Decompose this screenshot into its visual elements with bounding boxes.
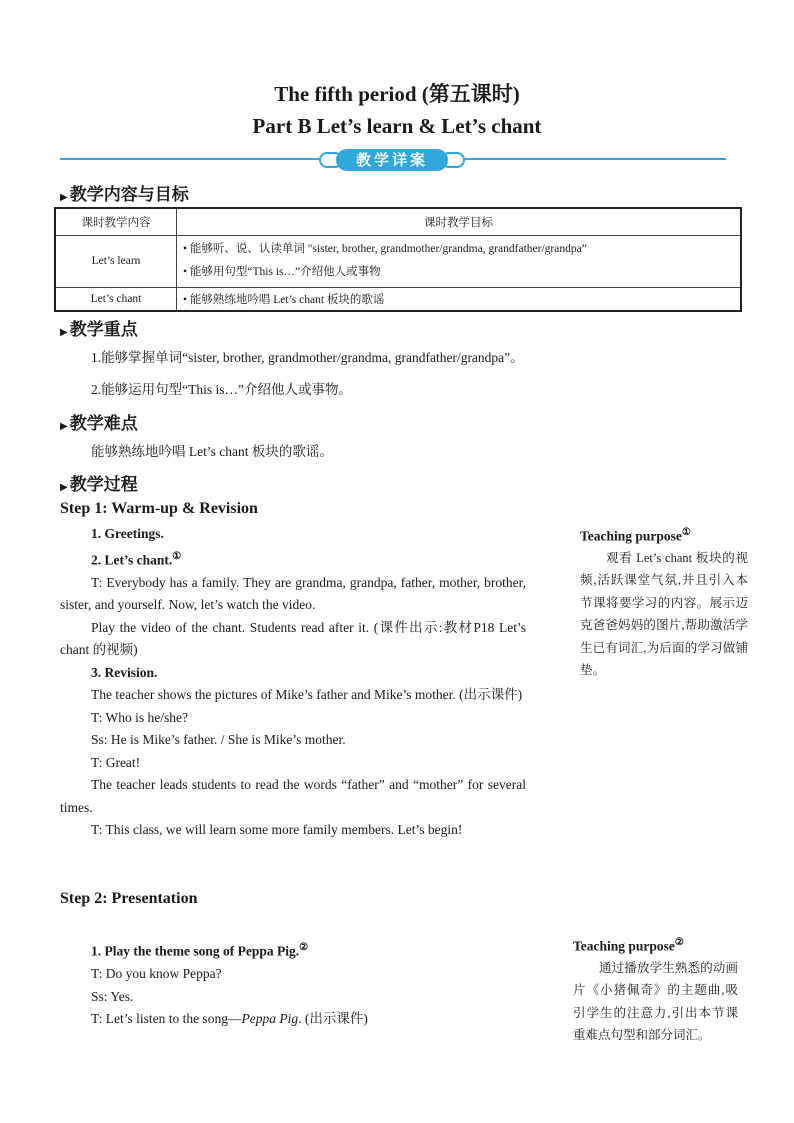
page-title: The fifth period (第五课时) bbox=[274, 82, 520, 106]
key-point-1: 1.能够掌握单词“sister, brother, grandmother/grandma, grandfather/grandpa”。 bbox=[91, 350, 524, 365]
key-point-2: 2.能够运用句型“This is…”介绍他人或事物。 bbox=[91, 382, 352, 397]
table-header-goals: 课时教学目标 bbox=[177, 208, 742, 235]
paragraph: T: This class, we will learn some more family members. Let’s begin! bbox=[91, 822, 463, 837]
triangle-icon: ▶ bbox=[60, 192, 68, 203]
step1-item2: 2. Let’s chant.① bbox=[91, 550, 182, 567]
side-text: 观看 Let’s chant 板块的视频,活跃课堂气氛,并且引入本节课将要学习的内容。展示迈克爸爸妈妈的图片,帮助激活学生已有词汇,为后面的学习做铺垫。 bbox=[580, 550, 748, 677]
footnote-mark: ① bbox=[681, 527, 691, 538]
footnote-mark: ① bbox=[172, 550, 182, 562]
side-title: Teaching purpose① bbox=[580, 527, 691, 544]
step2-title: Step 2: Presentation bbox=[60, 890, 198, 907]
table-row bbox=[55, 208, 741, 235]
difficulty-text: 能够熟练地吟唱 Let’s chant 板块的歌谣。 bbox=[91, 444, 333, 459]
table-row bbox=[55, 287, 741, 311]
table-header-content: 课时教学内容 bbox=[55, 208, 177, 235]
table-cell-goals bbox=[177, 235, 742, 287]
teaching-purpose-1 bbox=[580, 527, 748, 682]
footnote-mark: ② bbox=[299, 942, 309, 953]
banner-line-left bbox=[60, 158, 326, 160]
paragraph: The teacher shows the pictures of Mike’s father and Mike’s mother. (出示课件) bbox=[91, 687, 523, 702]
section-key-points: ▶ 教学重点 bbox=[60, 320, 138, 340]
side-text: 通过播放学生熟悉的动画片《小猪佩奇》的主题曲,吸引学生的注意力,引出本节课重难点句型和部分词汇。 bbox=[573, 960, 738, 1042]
table-cell-lets-chant: Let’s chant bbox=[55, 287, 177, 311]
lesson-plan-banner bbox=[318, 146, 466, 174]
paragraph: T: Do you know Peppa? bbox=[91, 966, 222, 981]
table-cell-lets-learn: Let’s learn bbox=[55, 235, 177, 287]
paragraph: T: Who is he/she? bbox=[91, 709, 188, 725]
paragraph: T: Everybody has a family. They are grandma, grandpa, father, mother, brother, sister, and yourself. Now, let’s watch the video. bbox=[60, 574, 526, 612]
section-content-goals: ▶ 教学内容与目标 bbox=[60, 185, 189, 205]
teaching-purpose-2 bbox=[573, 937, 738, 1047]
paragraph: T: Let’s listen to the song—Peppa Pig. (出示课件) bbox=[91, 1011, 368, 1026]
step2-item1: 1. Play the theme song of Peppa Pig.② bbox=[91, 942, 309, 959]
section-difficulties: ▶ 教学难点 bbox=[60, 414, 138, 434]
table-row bbox=[55, 235, 741, 287]
side-title: Teaching purpose② bbox=[573, 937, 684, 954]
goal-item: • 能够熟练地吟唱 Let’s chant 板块的歌谣 bbox=[177, 287, 742, 311]
banner-line-right bbox=[458, 158, 726, 160]
goal-item: • 能够听、说、认读单词 "sister, brother, grandmother/grandma, grandfather/grandpa” bbox=[183, 243, 587, 255]
paragraph: T: Great! bbox=[91, 754, 141, 770]
step1-item1: 1. Greetings. bbox=[91, 526, 164, 541]
step1-item3: 3. Revision. bbox=[91, 664, 158, 680]
step2-body bbox=[60, 937, 526, 1031]
page-subtitle: Part B Let’s learn & Let’s chant bbox=[252, 114, 542, 138]
triangle-icon: ▶ bbox=[60, 327, 68, 338]
triangle-icon: ▶ bbox=[60, 421, 68, 432]
goals-table bbox=[54, 207, 742, 312]
paragraph: The teacher leads students to read the words “father” and “mother” for several times. bbox=[60, 777, 526, 815]
banner-label: 教学详案 bbox=[355, 151, 428, 169]
triangle-icon: ▶ bbox=[60, 482, 68, 493]
step1-body bbox=[60, 523, 526, 842]
footnote-mark: ② bbox=[674, 937, 684, 948]
goal-item: • 能够用句型“This is…”介绍他人或事物 bbox=[183, 266, 381, 278]
paragraph: Ss: He is Mike’s father. / She is Mike’s mother. bbox=[91, 732, 346, 747]
paragraph: Play the video of the chant. Students read after it. (课件出示:教材P18 Let’s chant 的视频) bbox=[60, 619, 526, 657]
paragraph: Ss: Yes. bbox=[91, 988, 134, 1004]
step1-title: Step 1: Warm-up & Revision bbox=[60, 500, 258, 517]
section-process: ▶ 教学过程 bbox=[60, 475, 138, 495]
